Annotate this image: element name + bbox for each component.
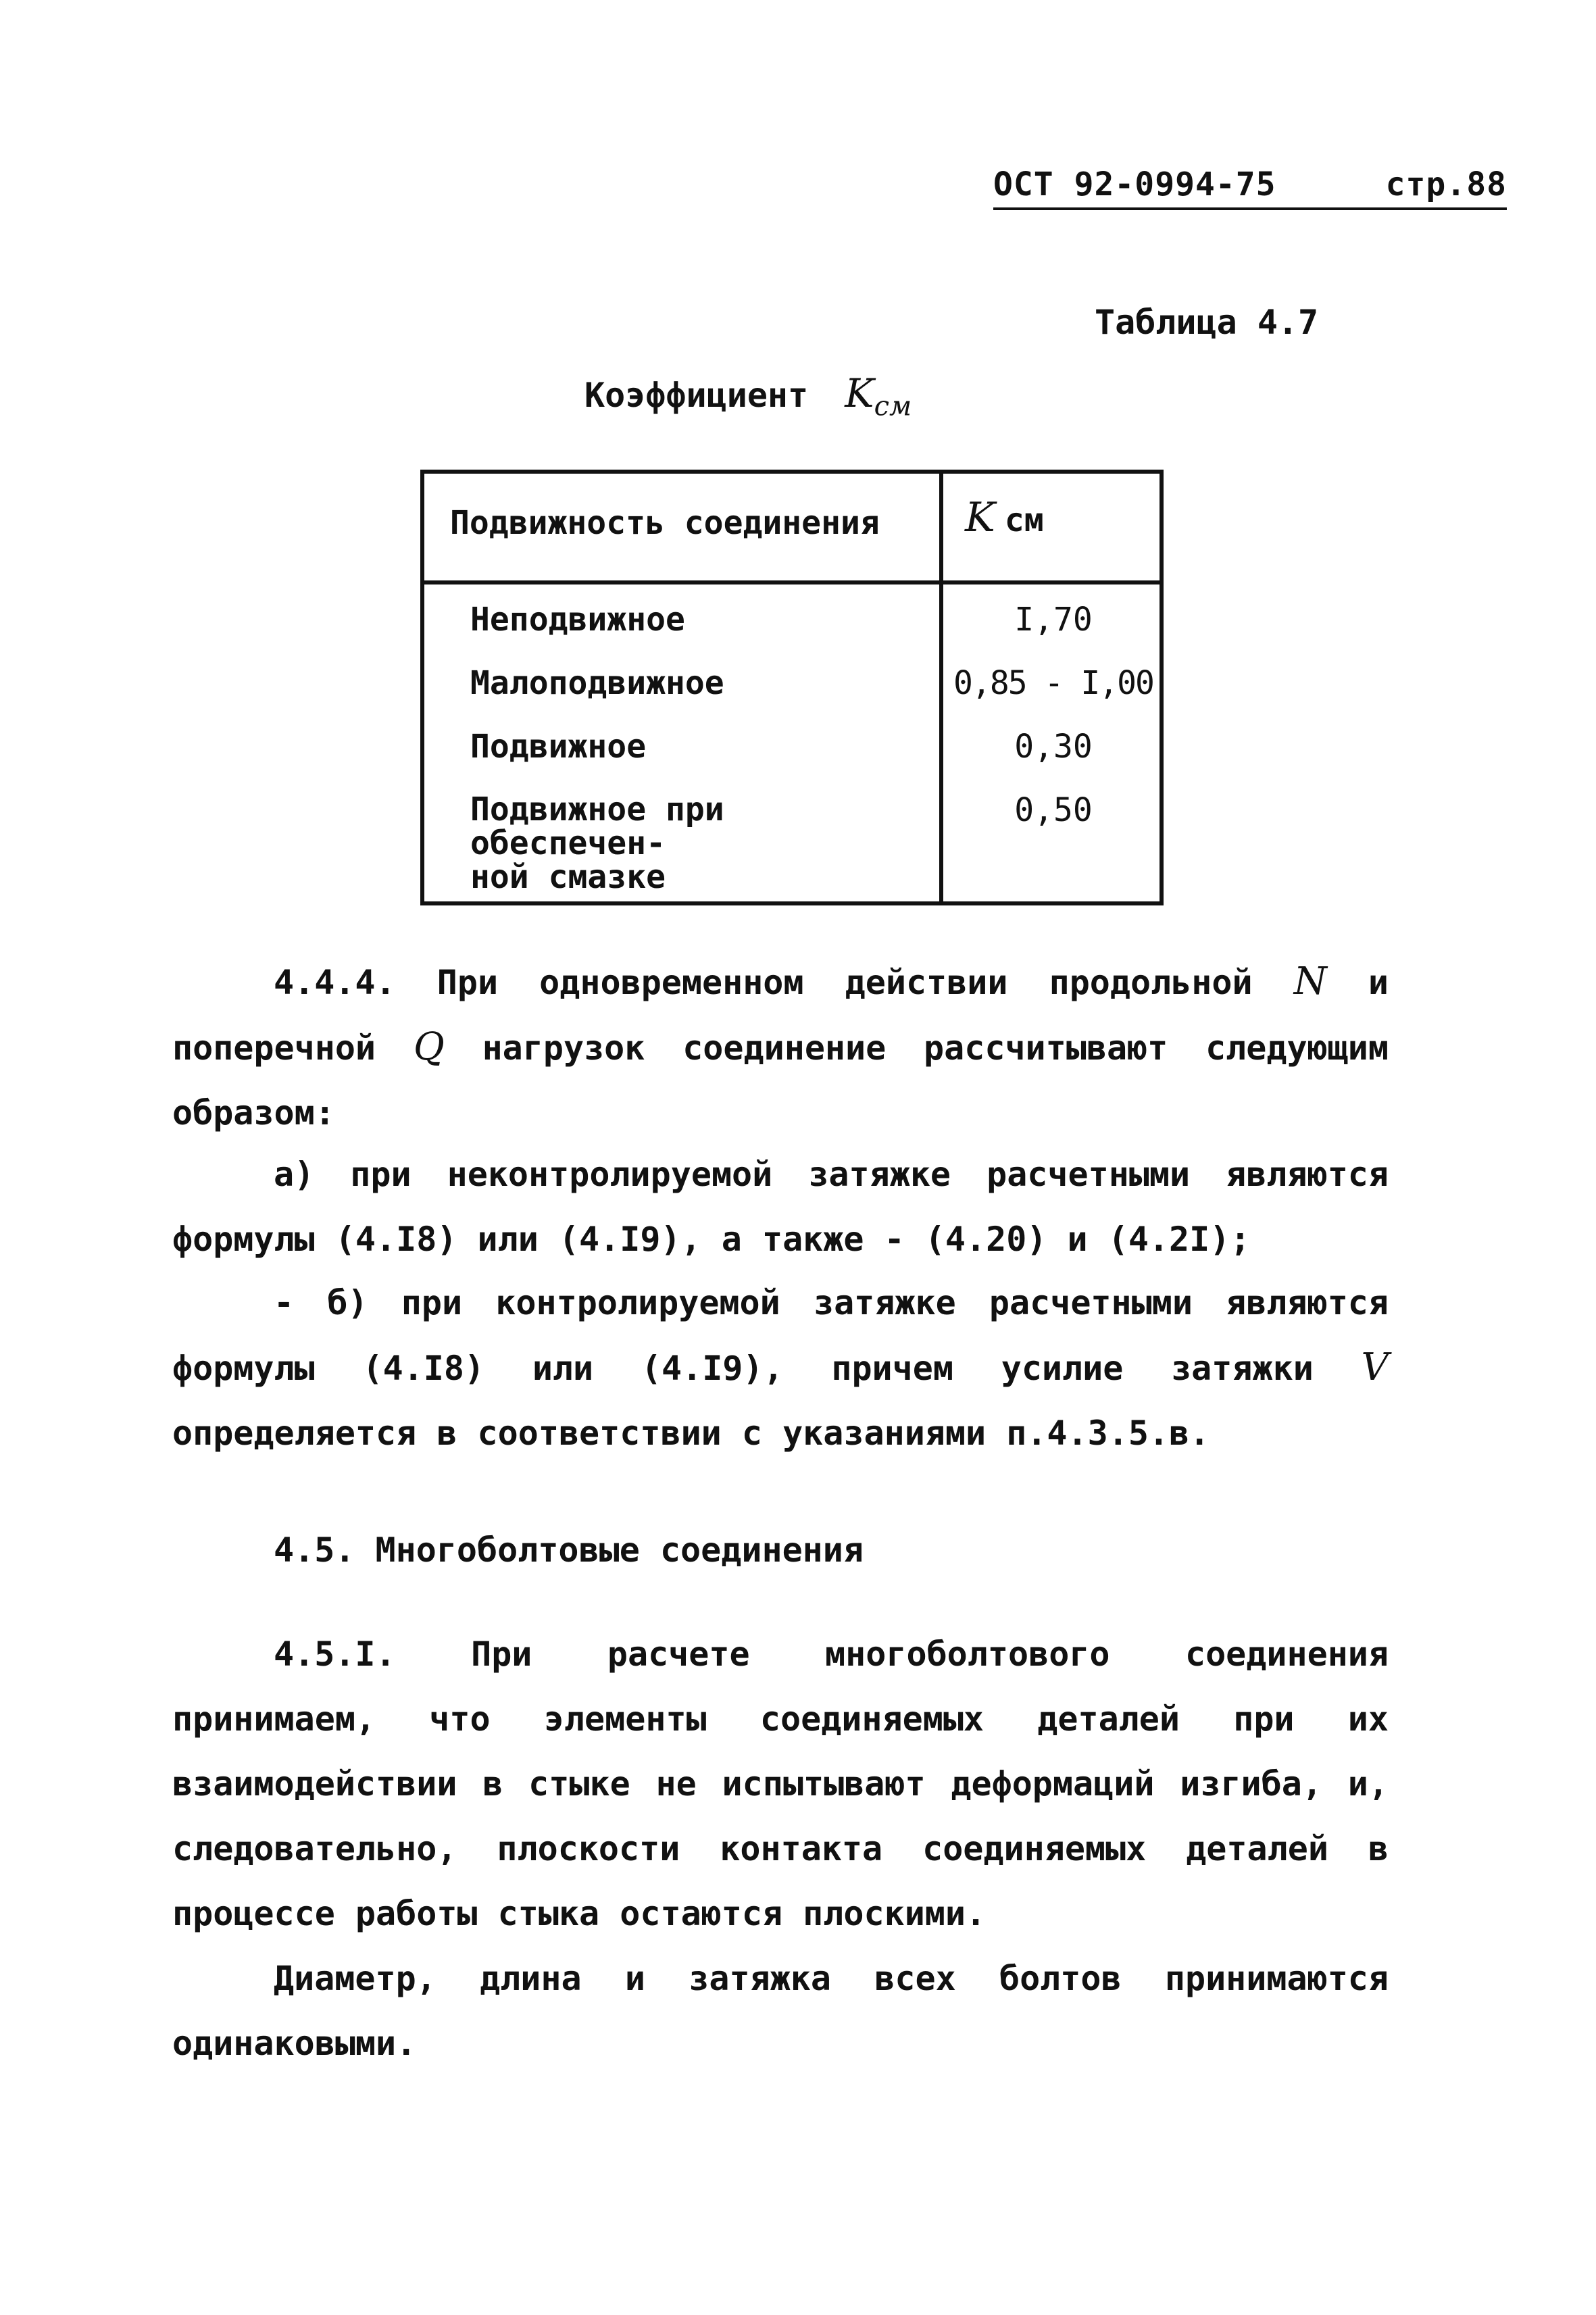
table-row-name: Малоподвижное [470, 664, 724, 702]
table-header-mobility: Подвижность соединения [450, 504, 880, 542]
para-444-text-3: нагрузок соединение рассчитывают следующим образом: [172, 1028, 1389, 1132]
paragraph-4-4-4 [172, 949, 1389, 1145]
document-header [993, 166, 1507, 210]
paragraph-4-5-1 [172, 1622, 1389, 1946]
symbol-v: V [1361, 1345, 1389, 1389]
symbol-subscript: см [874, 391, 912, 422]
table-row-name: Подвижное при обеспечен- ной смазке [470, 791, 724, 896]
para-444-text-2: и поперечной [172, 963, 1389, 1068]
table-row-value: I,70 [1014, 601, 1093, 639]
header-unit: см [1004, 501, 1044, 539]
section-heading-4-5: 4.5. Многоболтовые соединения [274, 1530, 864, 1570]
table-row-name: Подвижное [470, 728, 647, 766]
item-a-text: а) при неконтролируемой затяжке расчетными являются формулы (4.I8) или (4.I9), а также - (4.20) и (4.2I); [172, 1155, 1389, 1259]
page-number: стр.88 [1385, 166, 1507, 203]
document-code: ОСТ 92-0994-75 [993, 166, 1276, 203]
table-row-name: Неподвижное [470, 601, 685, 639]
para-451-text: 4.5.I. При расчете многоболтового соединения принимаем, что элементы соединяемых деталей при их взаимодействии в стыке не испытывают деформаций изгиба, и, следовательно, плоскости контакта соединяемых деталей в процессе работы стыка остаются плоскими. [172, 1635, 1389, 1933]
table-row-value: 0,30 [1014, 728, 1093, 766]
table-header-coefficient [965, 494, 1044, 541]
table-header-divider [424, 580, 1159, 584]
symbol-n: N [1293, 960, 1327, 1003]
table-caption [584, 370, 912, 422]
coefficient-symbol [845, 370, 912, 422]
coefficient-table [420, 470, 1164, 905]
table-caption-text: Коэффициент [584, 376, 809, 415]
table-label: Таблица 4.7 [1095, 303, 1319, 342]
item-b [172, 1270, 1389, 1466]
table-row-value: 0,50 [1014, 791, 1093, 829]
symbol-k: K [845, 370, 874, 416]
item-a [172, 1142, 1389, 1272]
para-444-text-1: 4.4.4. При одновременном действии продольной [274, 963, 1294, 1002]
paragraph-last [172, 1946, 1389, 2076]
para-last-text: Диаметр, длина и затяжка всех болтов принимаются одинаковыми. [172, 1959, 1389, 2063]
table-row-value: 0,85 - I,00 [953, 664, 1153, 702]
item-b-text-2: определяется в соответствии с указаниями п.4.3.5.в. [172, 1414, 1210, 1453]
item-b-text-1: - б) при контролируемой затяжке расчетными являются формулы (4.I8) или (4.I9), причем усилие затяжки [172, 1283, 1389, 1388]
symbol-q: Q [413, 1025, 445, 1069]
header-symbol-k: K [965, 494, 995, 541]
